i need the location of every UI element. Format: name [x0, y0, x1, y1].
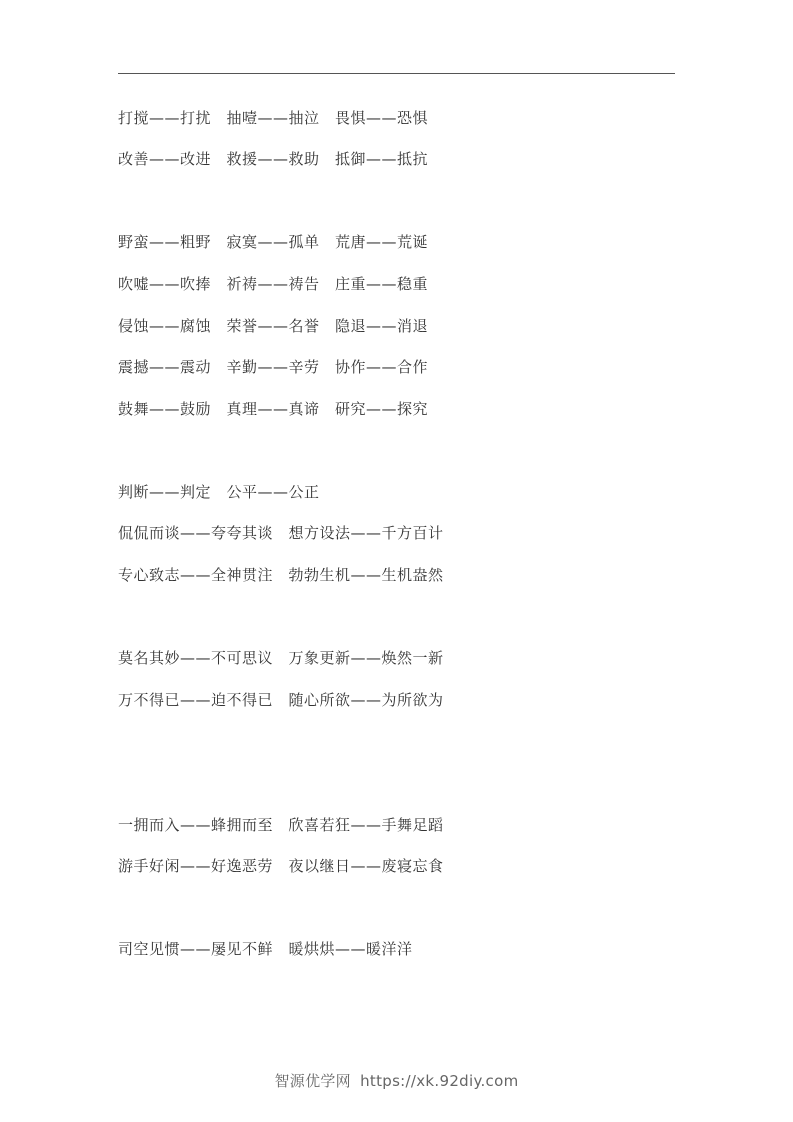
top-divider [118, 73, 675, 74]
synonym-line: 司空见惯——屡见不鲜 暖烘烘——暖洋洋 [118, 940, 413, 958]
synonym-line: 改善——改进 救援——救助 抵御——抵抗 [118, 150, 429, 168]
synonym-line: 万不得已——迫不得已 随心所欲——为所欲为 [118, 691, 444, 709]
synonym-line: 野蛮——粗野 寂寞——孤单 荒唐——荒诞 [118, 233, 429, 251]
synonym-line: 侃侃而谈——夸夸其谈 想方设法——千方百计 [118, 524, 444, 542]
synonym-line: 专心致志——全神贯注 勃勃生机——生机盎然 [118, 566, 444, 584]
page-footer [0, 1070, 793, 1091]
synonym-line: 侵蚀——腐蚀 荣誉——名誉 隐退——消退 [118, 317, 429, 335]
synonym-line: 游手好闲——好逸恶劳 夜以继日——废寝忘食 [118, 857, 444, 875]
synonym-line: 吹嘘——吹捧 祈祷——祷告 庄重——稳重 [118, 275, 429, 293]
synonym-line: 鼓舞——鼓励 真理——真谛 研究——探究 [118, 400, 429, 418]
synonym-line: 判断——判定 公平——公正 [118, 483, 320, 501]
synonym-line: 莫名其妙——不可思议 万象更新——焕然一新 [118, 649, 444, 667]
footer-url-link[interactable]: https://xk.92diy.com [360, 1072, 519, 1090]
synonym-line: 打搅——打扰 抽噎——抽泣 畏惧——恐惧 [118, 109, 429, 127]
synonym-line: 一拥而入——蜂拥而至 欣喜若狂——手舞足蹈 [118, 816, 444, 834]
footer-site-name: 智源优学网 [274, 1072, 351, 1090]
synonym-line: 震撼——震动 辛勤——辛劳 协作——合作 [118, 358, 429, 376]
